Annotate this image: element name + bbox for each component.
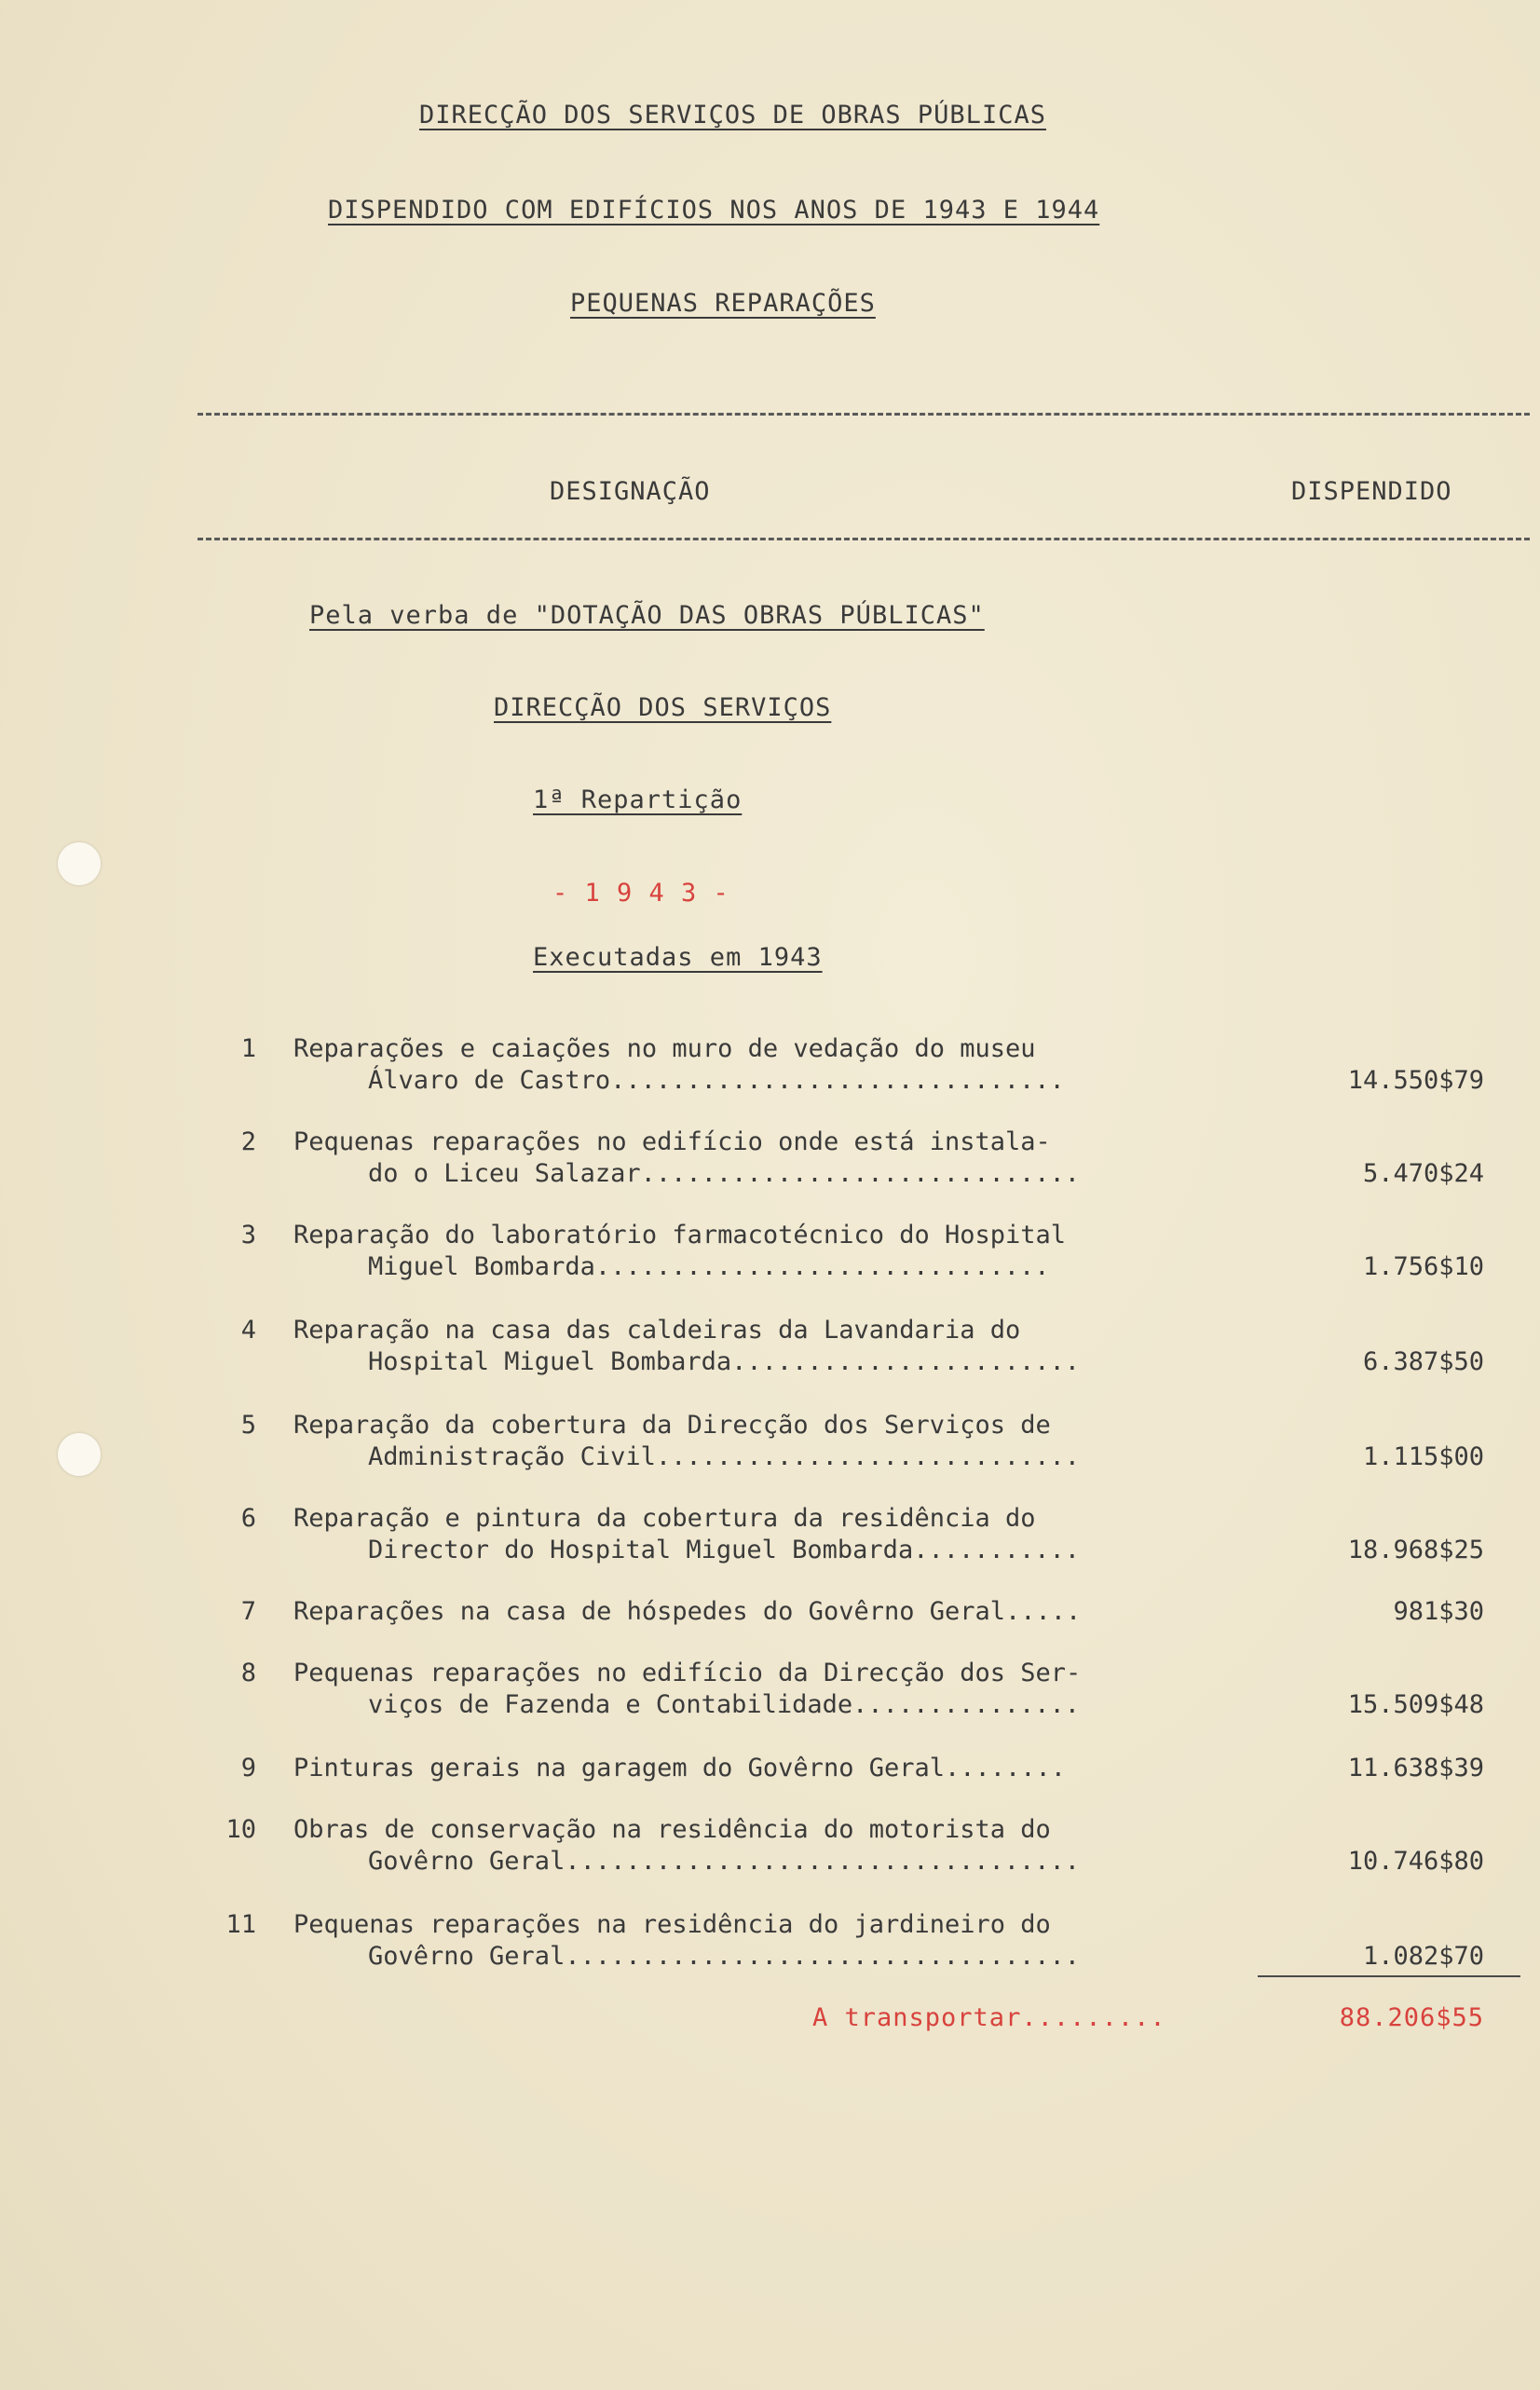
item-description-line2: Administração Civil............................ [368,1442,1081,1471]
item-number: 2 [240,1127,256,1156]
executed-heading: Executadas em 1943 [533,943,823,972]
item-description-line1: Pinturas gerais na garagem do Govêrno Geral........ [293,1754,1067,1782]
item-description-line2: do o Liceu Salazar............................. [368,1159,1081,1188]
department-heading: 1ª Repartição [533,785,743,814]
item-number: 10 [225,1815,256,1844]
direction-heading: DIRECÇÃO DOS SERVIÇOS [494,693,832,722]
item-amount: 5.470$24 [1362,1159,1484,1188]
item-number: 6 [240,1504,256,1533]
item-description-line2: viços de Fazenda e Contabilidade............... [368,1690,1081,1719]
item-description-line1: Pequenas reparações na residência do jardineiro do [293,1910,1051,1939]
item-amount: 1.082$70 [1362,1942,1484,1971]
item-description-line1: Reparação e pintura da cobertura da residência do [293,1504,1036,1533]
top-rule [198,413,1530,416]
item-amount: 14.550$79 [1347,1066,1484,1095]
column-header-designation: DESIGNAÇÃO [550,477,711,506]
header-title: DIRECÇÃO DOS SERVIÇOS DE OBRAS PÚBLICAS [419,101,1046,130]
item-description-line2: Govêrno Geral.................................. [368,1942,1081,1971]
item-amount: 18.968$25 [1347,1536,1484,1564]
item-amount: 1.115$00 [1362,1442,1484,1471]
item-description-line2: Álvaro de Castro.............................. [368,1066,1065,1095]
sum-rule [1258,1975,1520,1977]
item-number: 5 [240,1411,256,1440]
item-amount: 981$30 [1393,1597,1484,1626]
item-amount: 6.387$50 [1362,1347,1484,1376]
item-description-line2: Miguel Bombarda.............................. [368,1252,1050,1281]
item-description-line2: Director do Hospital Miguel Bombarda........... [368,1536,1081,1564]
header-subtitle: DISPENDIDO COM EDIFÍCIOS NOS ANOS DE 1943 E 1944 [328,196,1100,225]
item-description-line1: Reparações na casa de hóspedes do Govêrno Geral..... [293,1597,1082,1626]
item-description-line1: Reparação na casa das caldeiras da Lavandaria do [293,1316,1021,1345]
item-amount: 11.638$39 [1347,1754,1484,1782]
item-number: 8 [240,1659,256,1687]
item-description-line1: Obras de conservação na residência do motorista do [293,1815,1051,1844]
item-amount: 1.756$10 [1362,1252,1484,1281]
header-section-title: PEQUENAS REPARAÇÕES [570,289,876,318]
item-description-line1: Reparação do laboratório farmacotécnico do Hospital [293,1221,1067,1250]
item-description-line1: Pequenas reparações no edifício da Direcção dos Ser- [293,1659,1082,1687]
item-number: 9 [240,1754,256,1782]
carry-forward-amount: 88.206$55 [1339,2003,1484,2032]
item-number: 7 [240,1597,256,1626]
item-number: 3 [240,1221,256,1250]
item-number: 4 [240,1316,256,1345]
item-description-line2: Hospital Miguel Bombarda....................... [368,1347,1081,1376]
carry-forward-label: A transportar......... [812,2003,1166,2032]
item-number: 11 [225,1910,256,1939]
punch-hole-top [58,842,101,885]
item-description-line2: Govêrno Geral.................................. [368,1847,1081,1876]
item-description-line1: Pequenas reparações no edifício onde está instala- [293,1127,1051,1156]
funding-heading: Pela verba de "DOTAÇÃO DAS OBRAS PÚBLICAS" [309,601,985,630]
column-header-rule [198,538,1530,540]
year-heading: - 1 9 4 3 - [552,879,729,908]
item-amount: 10.746$80 [1347,1847,1484,1876]
column-header-spent: DISPENDIDO [1291,477,1452,506]
item-amount: 15.509$48 [1347,1690,1484,1719]
item-description-line1: Reparação da cobertura da Direcção dos Serviços de [293,1411,1051,1440]
item-description-line1: Reparações e caiações no muro de vedação do museu [293,1034,1036,1063]
punch-hole-bottom [58,1433,101,1476]
item-number: 1 [240,1034,256,1063]
